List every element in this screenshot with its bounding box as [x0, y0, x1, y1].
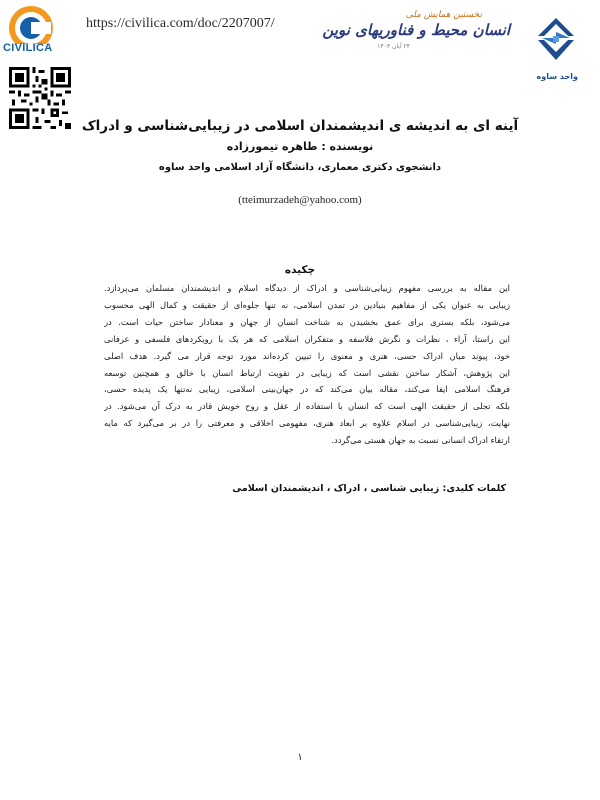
abstract-line: این مقاله به بررسی مفهوم زیبایی‌شناسی و ادراک از دیدگاه اسلام و اندیشمندان مسلمان می‌پردازد. — [104, 283, 510, 293]
conference-subtitle: نخستین همایش ملی — [405, 10, 482, 20]
abstract-line: زیبایی به عنوان یکی از مفاهیم بنیادین در تمدن اسلامی، نه تنها جلوه‌ای از حقیقت و کمال الهی محسوب — [104, 299, 510, 310]
page-header — [0, 0, 600, 81]
paper-title: آینه ای به اندیشه ی اندیشمندان اسلامی در زیبایی‌شناسی و ادراک — [81, 118, 519, 134]
document-url-link[interactable]: https://civilica.com/doc/2207007/ — [86, 16, 275, 31]
abstract-body — [104, 280, 510, 449]
abstract-line: این راستا، آراء ، نظرات و نگرش فلاسفه و متفکران اسلامی که هر یک با رویکردهای فلسفی و عرفانی — [104, 333, 510, 344]
keywords: کلمات کلیدی: زیبایی شناسی ، ادراک ، اندیشمندان اسلامی — [232, 483, 506, 494]
azad-university-logo-icon — [530, 14, 582, 66]
abstract-line: بلکه تجلی از حقیقت الهی است که انسان با استفاده از عقل و روح خویش قادر به درک آن می‌شود. در — [104, 401, 510, 412]
conference-logo — [310, 10, 510, 72]
abstract-heading: چکیده — [284, 264, 316, 276]
civilica-name[interactable]: CIVILICA — [3, 42, 53, 54]
university-branch-caption: واحد ساوه — [536, 72, 578, 81]
abstract-line: این پژوهش، آشکار ساختن نقشی است که زیبایی در تقویت ارتباط انسان با خالق و همچنین توسعه — [104, 367, 510, 378]
paper-author: نویسنده : طاهره تیمورزاده — [226, 140, 374, 153]
abstract-line: می‌شود، بلکه بستری برای عمق بخشیدن به شناخت انسان از جهان و معنادار ساختن حیات است. در — [104, 316, 510, 327]
author-affiliation: دانشجوی دکتری معماری، دانشگاه آزاد اسلامی واحد ساوه — [158, 162, 442, 173]
page-number: ۱ — [297, 752, 303, 763]
abstract-line: خود، پیوند میان ادراک حسی، هنری و معنوی را تبیین کرده‌اند مورد توجه قرار می گیرد. هدف اصلی — [104, 350, 510, 361]
author-email: (tteimurzadeh@yahoo.com) — [238, 194, 362, 206]
conference-title: انسان محیط و فناوریهای نوین — [322, 21, 510, 39]
abstract-line: نهایت، زیبایی‌شناسی در اسلام علاوه بر ابعاد هنری، مفهومی اخلاقی و معرفتی را در بر می‌گیرد که مایه — [104, 418, 510, 429]
abstract-line: ارتقاء ادراک انسانی نسبت به جهان هستی می‌گردد. — [331, 435, 510, 446]
conference-date: ۲۴ آبان ۱۴۰۳ — [377, 43, 410, 50]
abstract-line: فرهنگ اسلامی ایفا می‌کند، مقاله بیان می‌کند که در جهان‌بینی اسلامی، زیبایی نه‌تنها یک پدیده حسی، — [104, 384, 510, 395]
